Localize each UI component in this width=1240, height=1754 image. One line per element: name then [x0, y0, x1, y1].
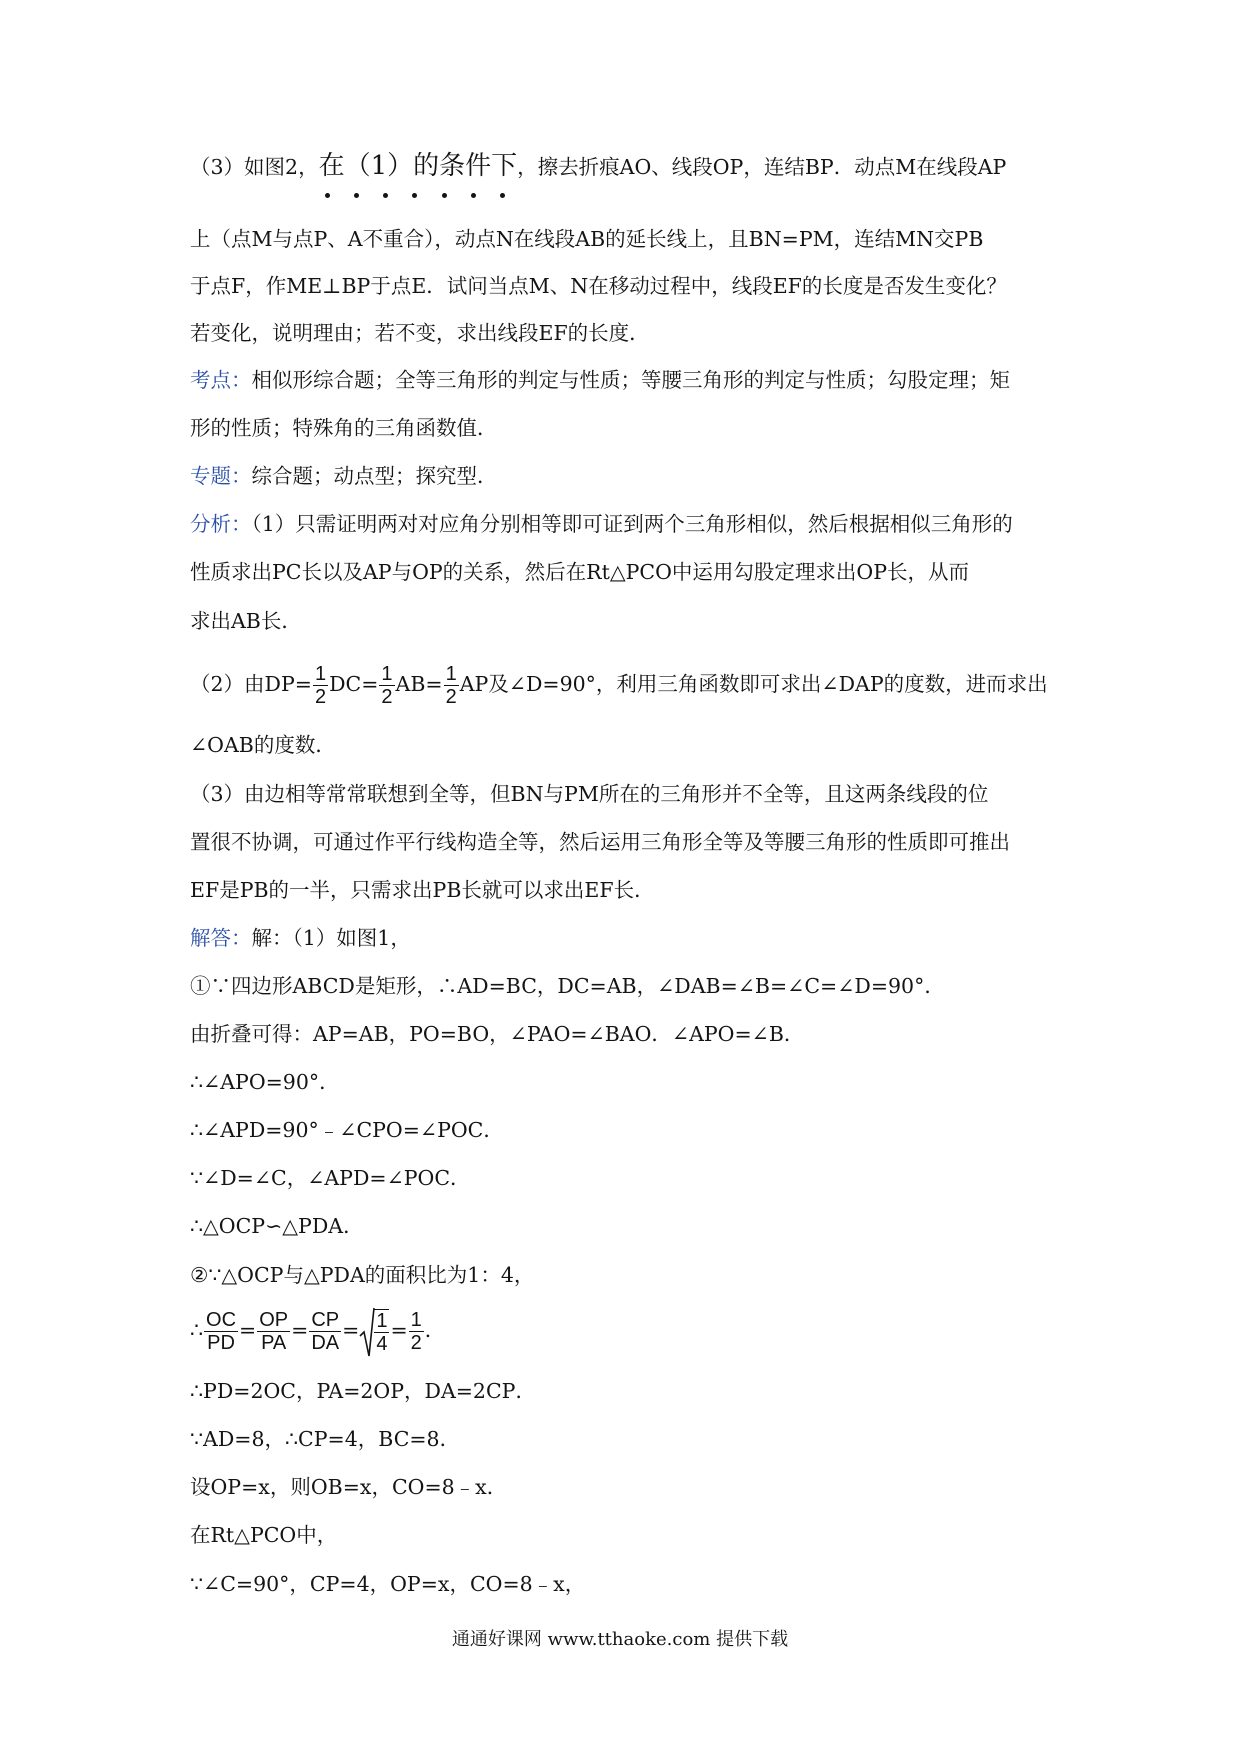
fenxi-p2-text: （2）由DP=: [190, 672, 312, 696]
zhuanti-line: [190, 461, 1070, 491]
footer-source: 通通好课网 www.tthaoke.com 提供下载: [451, 1629, 789, 1650]
jieda-step-11: 设OP=x，则OB=x，CO=8﹣x．: [190, 1475, 508, 1499]
fenxi-line-8: EF是PB的一半，只需求出PB长就可以求出EF长．: [190, 878, 655, 902]
kaodian-text: 相似形综合题；全等三角形的判定与性质；等腰三角形的判定与性质；勾股定理；矩: [251, 368, 1010, 392]
fraction-half: $\frac{1}{2}$: [314, 663, 327, 708]
fraction-one-quarter: $\frac{1}{4}$: [376, 1309, 388, 1355]
jieda-step-8: [190, 1302, 1070, 1358]
zhuanti-text: 综合题；动点型；探究型．: [251, 464, 498, 488]
fenxi-p2-text: AP及∠D=90°，利用三角函数即可求出∠DAP的度数，进而求出: [459, 672, 1048, 696]
fenxi-line-7: 置很不协调，可通过作平行线构造全等，然后运用三角形全等及等腰三角形的性质即可推出: [190, 830, 1010, 854]
question-prefix: （3）如图2，: [190, 155, 319, 179]
jieda-step-5: ∵∠D=∠C，∠APD=∠POC．: [190, 1166, 471, 1190]
jieda-step-10: ∵AD=8，∴CP=4，BC=8．: [190, 1427, 461, 1451]
jieda-label: 解答：: [190, 926, 252, 950]
fraction-one-half: $\frac{1}{2}$: [410, 1309, 422, 1354]
jieda-intro: 解：（1）如图1，: [251, 926, 411, 950]
kaodian-line-1: [190, 365, 1070, 395]
equals-sign: =: [239, 1318, 257, 1342]
fenxi-line-3: 求出AB长．: [190, 609, 302, 633]
question-line-4: 若变化，说明理由；若不变，求出线段EF的长度．: [190, 321, 650, 345]
sqrt-symbol: [359, 1306, 375, 1358]
jieda-step-12: 在Rt△PCO中，: [190, 1523, 338, 1547]
therefore-symbol: ∴: [190, 1318, 204, 1342]
question-line-3: 于点F，作ME⊥BP于点E．试问当点M、N在移动过程中，线段EF的长度是否发生变化？: [190, 274, 1007, 298]
jieda-line-1: [190, 923, 1070, 953]
jieda-step-13: ∵∠C=90°，CP=4，OP=x，CO=8﹣x，: [190, 1572, 586, 1596]
question-line-2: 上（点M与点P、A不重合），动点N在线段AB的延长线上，且BN=PM，连结MN交PB: [190, 227, 984, 251]
equals-sign: =: [390, 1318, 408, 1342]
equals-sign: =: [342, 1318, 360, 1342]
jieda-step-7: ②∵△OCP与△PDA的面积比为1：4，: [190, 1263, 535, 1287]
period: ．: [424, 1318, 446, 1342]
fraction-cp-da: $\frac{CP}{DA}$: [311, 1309, 340, 1354]
fenxi-text: （1）只需证明两对对应角分别相等即可证到两个三角形相似，然后根据相似三角形的: [251, 512, 1013, 536]
fraction-oc-pd: $\frac{OC}{PD}$: [206, 1309, 237, 1354]
fraction-half: $\frac{1}{2}$: [381, 663, 393, 708]
fraction-half: $\frac{1}{2}$: [445, 663, 457, 708]
jieda-step-4: ∴∠APD=90°﹣∠CPO=∠POC．: [190, 1118, 504, 1142]
equals-sign: =: [291, 1318, 309, 1342]
jieda-step-1: ①∵四边形ABCD是矩形，∴AD=BC，DC=AB，∠DAB=∠B=∠C=∠D=90°．: [190, 974, 945, 998]
jieda-step-9: ∴PD=2OC，PA=2OP，DA=2CP．: [190, 1379, 536, 1403]
fenxi-p2-text: DC=: [329, 672, 379, 696]
jieda-step-6: ∴△OCP∽△PDA．: [190, 1214, 364, 1238]
question-text: ，擦去折痕AO、线段OP，连结BP．动点M在线段AP: [517, 155, 1007, 179]
kaodian-line-2: 形的性质；特殊角的三角函数值．: [190, 416, 498, 440]
kaodian-label: 考点：: [190, 368, 252, 392]
fenxi-line-2: 性质求出PC长以及AP与OP的关系，然后在Rt△PCO中运用勾股定理求出OP长，从而: [190, 560, 969, 584]
fenxi-label: 分析：: [190, 512, 252, 536]
fenxi-line-6: （3）由边相等常常联想到全等，但BN与PM所在的三角形并不全等，且这两条线段的位: [190, 782, 989, 806]
jieda-step-2: 由折叠可得：AP=AB，PO=BO，∠PAO=∠BAO．∠APO=∠B．: [190, 1022, 805, 1046]
emphasized-text: 在（1）的条件下: [318, 151, 518, 181]
fenxi-line-4: [190, 660, 1070, 708]
emphasis-dots: [325, 193, 518, 201]
fenxi-p2-text: AB=: [395, 672, 443, 696]
fraction-op-pa: $\frac{OP}{PA}$: [259, 1309, 289, 1354]
question-line-1: [190, 151, 1070, 182]
emphasized-condition: [319, 151, 518, 182]
zhuanti-label: 专题：: [190, 464, 252, 488]
fenxi-line-1: [190, 509, 1070, 539]
jieda-step-3: ∴∠APO=90°．: [190, 1070, 340, 1094]
fenxi-line-5: ∠OAB的度数．: [190, 733, 336, 757]
